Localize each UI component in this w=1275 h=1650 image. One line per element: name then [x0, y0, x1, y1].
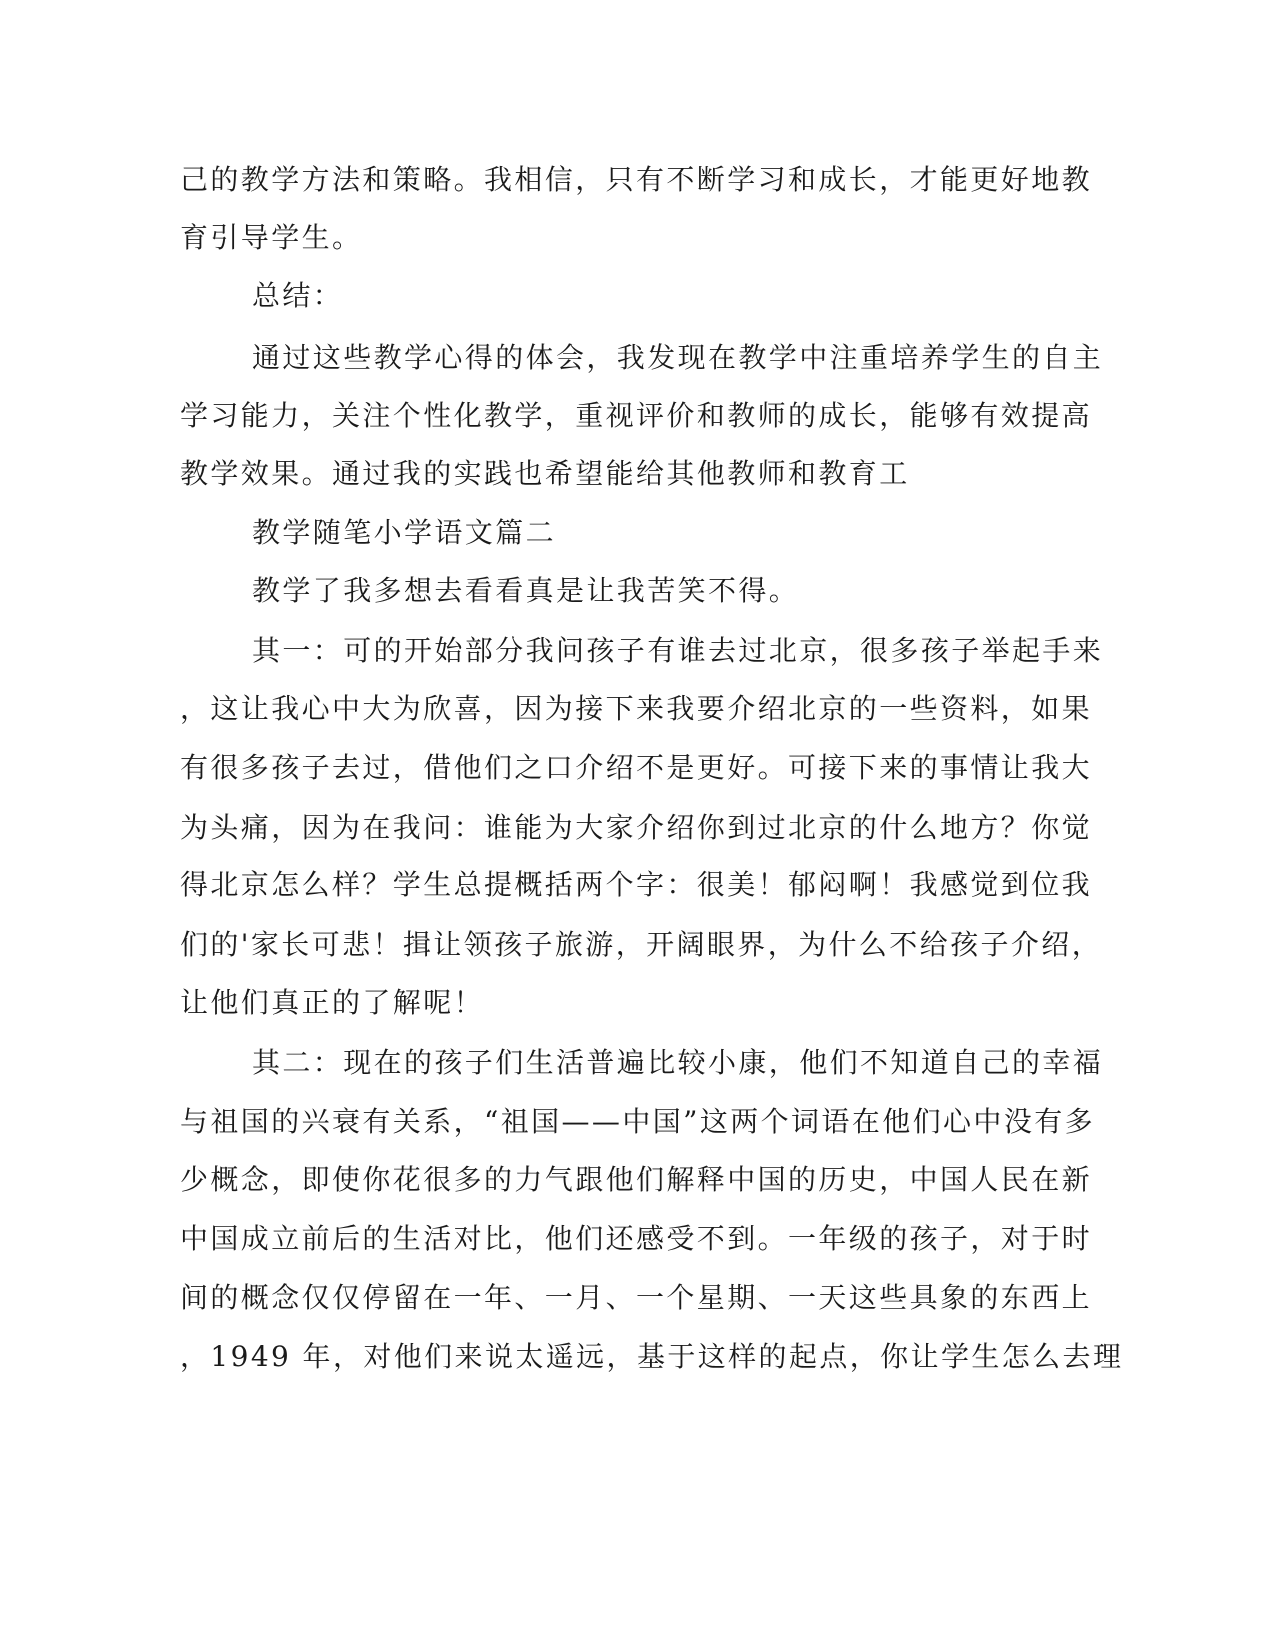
text-line: 其一：可的开始部分我问孩子有谁去过北京，很多孩子举起手来 [252, 634, 1104, 667]
text-line: 与祖国的兴衰有关系，“祖国——中国”这两个词语在他们心中没有多 [180, 1105, 1096, 1138]
section-heading: 总结： [252, 279, 344, 312]
text-line: 教学效果。通过我的实践也希望能给其他教师和教育工 [180, 457, 910, 490]
text-line: 己的教学方法和策略。我相信，只有不断学习和成长，才能更好地教 [180, 163, 1093, 196]
text-line: 中国成立前后的生活对比，他们还感受不到。一年级的孩子，对于时 [180, 1222, 1093, 1255]
text-line: 教学了我多想去看看真是让我苦笑不得。 [252, 574, 800, 607]
text-line: 育引导学生。 [180, 221, 363, 254]
text-line: 通过这些教学心得的体会，我发现在教学中注重培养学生的自主 [252, 341, 1104, 374]
text-line: 学习能力，关注个性化教学，重视评价和教师的成长，能够有效提高 [180, 399, 1093, 432]
section-title: 教学随笔小学语文篇二 [252, 516, 557, 549]
text-line: 让他们真正的了解呢！ [180, 986, 485, 1019]
text-line: 间的概念仅仅停留在一年、一月、一个星期、一天这些具象的东西上 [180, 1281, 1093, 1314]
text-line: ，这让我心中大为欣喜，因为接下来我要介绍北京的一些资料，如果 [180, 692, 1093, 725]
text-line: 得北京怎么样？学生总提概括两个字：很美！郁闷啊！我感觉到位我 [180, 868, 1093, 901]
text-line: 为头痛，因为在我问：谁能为大家介绍你到过北京的什么地方？你觉 [180, 811, 1093, 844]
text-line: 们的'家长可悲！揖让领孩子旅游，开阔眼界，为什么不给孩子介绍， [180, 928, 1103, 961]
text-line: ，1949 年，对他们来说太遥远，基于这样的起点，你让学生怎么去理 [180, 1340, 1124, 1373]
text-line: 少概念，即使你花很多的力气跟他们解释中国的历史，中国人民在新 [180, 1163, 1093, 1196]
text-line: 其二：现在的孩子们生活普遍比较小康，他们不知道自己的幸福 [252, 1046, 1104, 1079]
text-line: 有很多孩子去过，借他们之口介绍不是更好。可接下来的事情让我大 [180, 751, 1093, 784]
